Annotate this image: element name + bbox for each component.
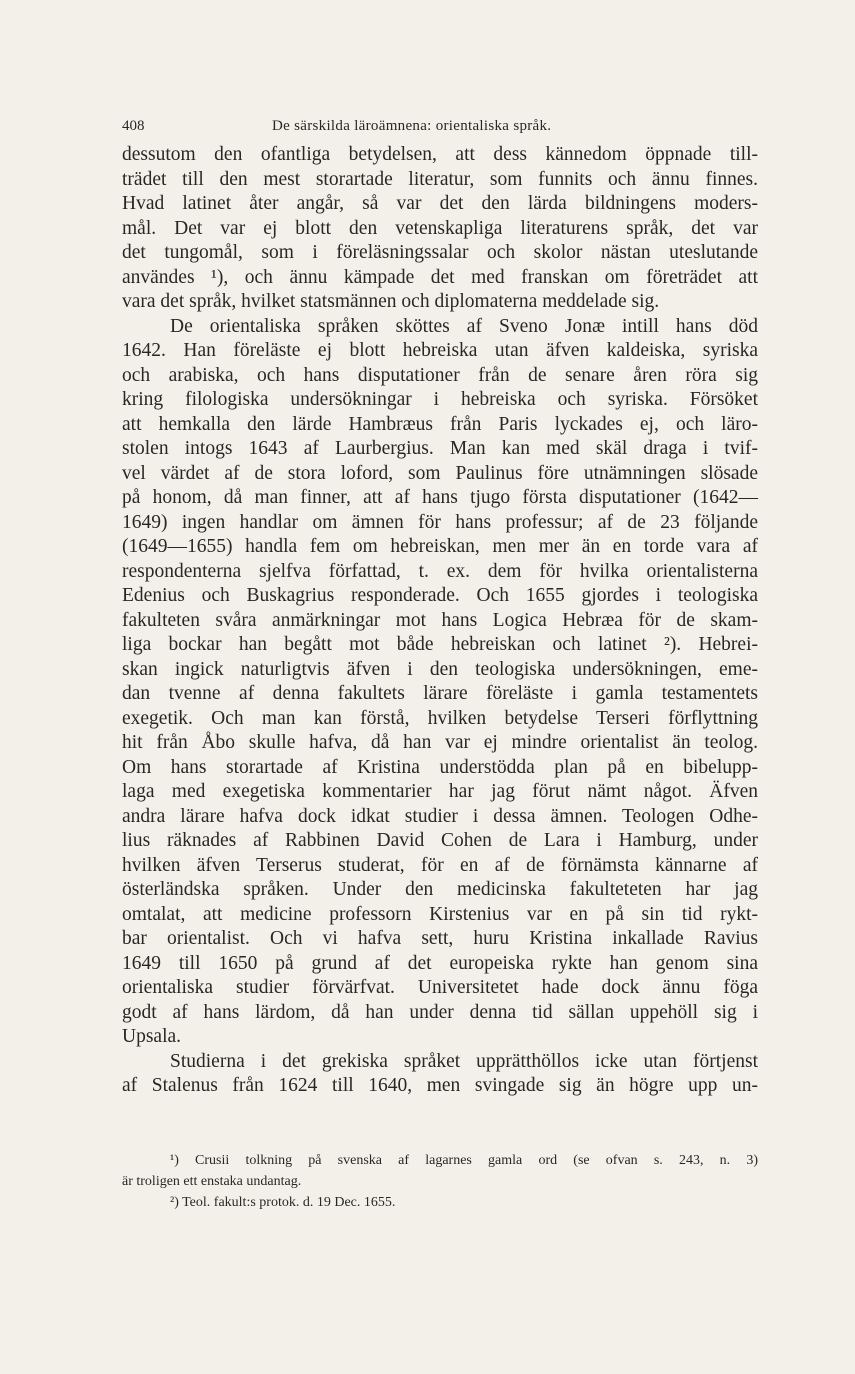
text-line: trädet till den mest storartade literatur, som funnits och ännu finnes. xyxy=(122,168,758,190)
text-line: vel värdet af de stora loford, som Paulinus före utnämningen slösade xyxy=(122,462,758,484)
text-line: att hemkalla den lärde Hambræus från Paris lyckades ej, och läro- xyxy=(122,413,758,435)
text-line: (1649—1655) handla fem om hebreiskan, men mer än en torde vara af xyxy=(122,536,758,557)
text-line: och arabiska, och hans disputationer från de senare åren röra sig xyxy=(122,364,758,386)
text-line: orientaliska studier förvärfvat. Universitetet hade dock ännu föga xyxy=(122,977,758,998)
footnote-2: ²) Teol. fakult:s protok. d. 19 Dec. 1655. xyxy=(170,1195,396,1210)
text-line: hvilken äfven Terserus studerat, för en af de förnämsta kännarne af xyxy=(122,854,758,876)
footnote-1-continued: är troligen ett enstaka undantag. xyxy=(122,1174,302,1189)
text-line: vara det språk, hvilket statsmännen och diplomaterna meddelade sig. xyxy=(122,291,660,312)
text-line: Studierna i det grekiska språket upprätthöllos icke utan förtjenst xyxy=(170,1050,758,1072)
text-line: 1649) ingen handlar om ämnen för hans professur; af de 23 följande xyxy=(122,511,758,533)
text-line: kring filologiska undersökningar i hebreiska och syriska. Försöket xyxy=(122,389,758,410)
text-line: andra lärare hafva dock idkat studier i dessa ämnen. Teologen Odhe- xyxy=(122,805,758,827)
body-text xyxy=(122,143,758,1099)
text-line: Upsala. xyxy=(122,1026,182,1047)
text-line: det tungomål, som i föreläsningssalar och skolor nästan uteslutande xyxy=(122,242,758,263)
text-line: exegetik. Och man kan förstå, hvilken betydelse Terseri förflyttning xyxy=(122,707,758,729)
text-line: på honom, då man finner, att af hans tjugo första disputationer (1642— xyxy=(122,487,758,508)
text-line: mål. Det var ej blott den vetenskapliga literaturens språk, det var xyxy=(122,217,758,239)
text-line: dessutom den ofantliga betydelsen, att dess kännedom öppnade till- xyxy=(122,144,758,165)
text-line: Om hans storartade af Kristina understödda plan på en bibelupp- xyxy=(122,756,758,778)
footnote-1: ¹) Crusii tolkning på svenska af lagarnes gamla ord (se ofvan s. 243, n. 3) xyxy=(170,1153,758,1168)
text-line: omtalat, att medicine professorn Kirstenius var en på sin tid rykt- xyxy=(122,903,758,925)
text-line: dan tvenne af denna fakultets lärare föreläste i gamla testamentets xyxy=(122,683,758,704)
page-number: 408 xyxy=(122,118,145,134)
text-line: lius räknades af Rabbinen David Cohen de Lara i Hamburg, under xyxy=(122,830,758,851)
text-line: 1642. Han föreläste ej blott hebreiska utan äfven kaldeiska, syriska xyxy=(122,340,758,361)
text-line: skan ingick naturligtvis äfven i den teologiska undersökningen, eme- xyxy=(122,658,758,680)
text-line: bar orientalist. Och vi hafva sett, huru Kristina inkallade Ravius xyxy=(122,928,758,949)
text-line: laga med exegetiska kommentarier har jag förut nämt något. Äfven xyxy=(122,781,758,802)
text-line: fakulteten svåra anmärkningar mot hans Logica Hebræa för de skam- xyxy=(122,609,758,631)
text-line: liga bockar han begått mot både hebreiskan och latinet ²). Hebrei- xyxy=(122,634,758,655)
text-line: Hvad latinet åter angår, så var det den lärda bildningens moders- xyxy=(122,193,758,214)
text-line: godt af hans lärdom, då han under denna tid sällan uppehöll sig i xyxy=(122,1001,758,1023)
running-title: De särskilda läroämnena: orientaliska språk. xyxy=(272,118,552,134)
text-line: 1649 till 1650 på grund af det europeiska rykte han genom sina xyxy=(122,952,758,974)
text-line: Edenius och Buskagrius responderade. Och 1655 gjordes i teologiska xyxy=(122,585,758,606)
text-line: hit från Åbo skulle hafva, då han var ej mindre orientalist än teolog. xyxy=(122,732,758,753)
text-line: af Stalenus från 1624 till 1640, men svingade sig än högre upp un- xyxy=(122,1075,758,1096)
text-line: stolen intogs 1643 af Laurbergius. Man kan med skäl draga i tvif- xyxy=(122,438,758,459)
text-line: respondenterna sjelfva författad, t. ex. dem för hvilka orientalisterna xyxy=(122,560,758,582)
text-line: användes ¹), och ännu kämpade det med franskan om företrädet att xyxy=(122,266,758,288)
text-line: De orientaliska språken sköttes af Sveno Jonæ intill hans död xyxy=(170,315,758,337)
footnotes xyxy=(122,1150,758,1213)
page-header xyxy=(122,118,762,142)
text-line: österländska språken. Under den medicinska fakulteteten har jag xyxy=(122,879,758,900)
